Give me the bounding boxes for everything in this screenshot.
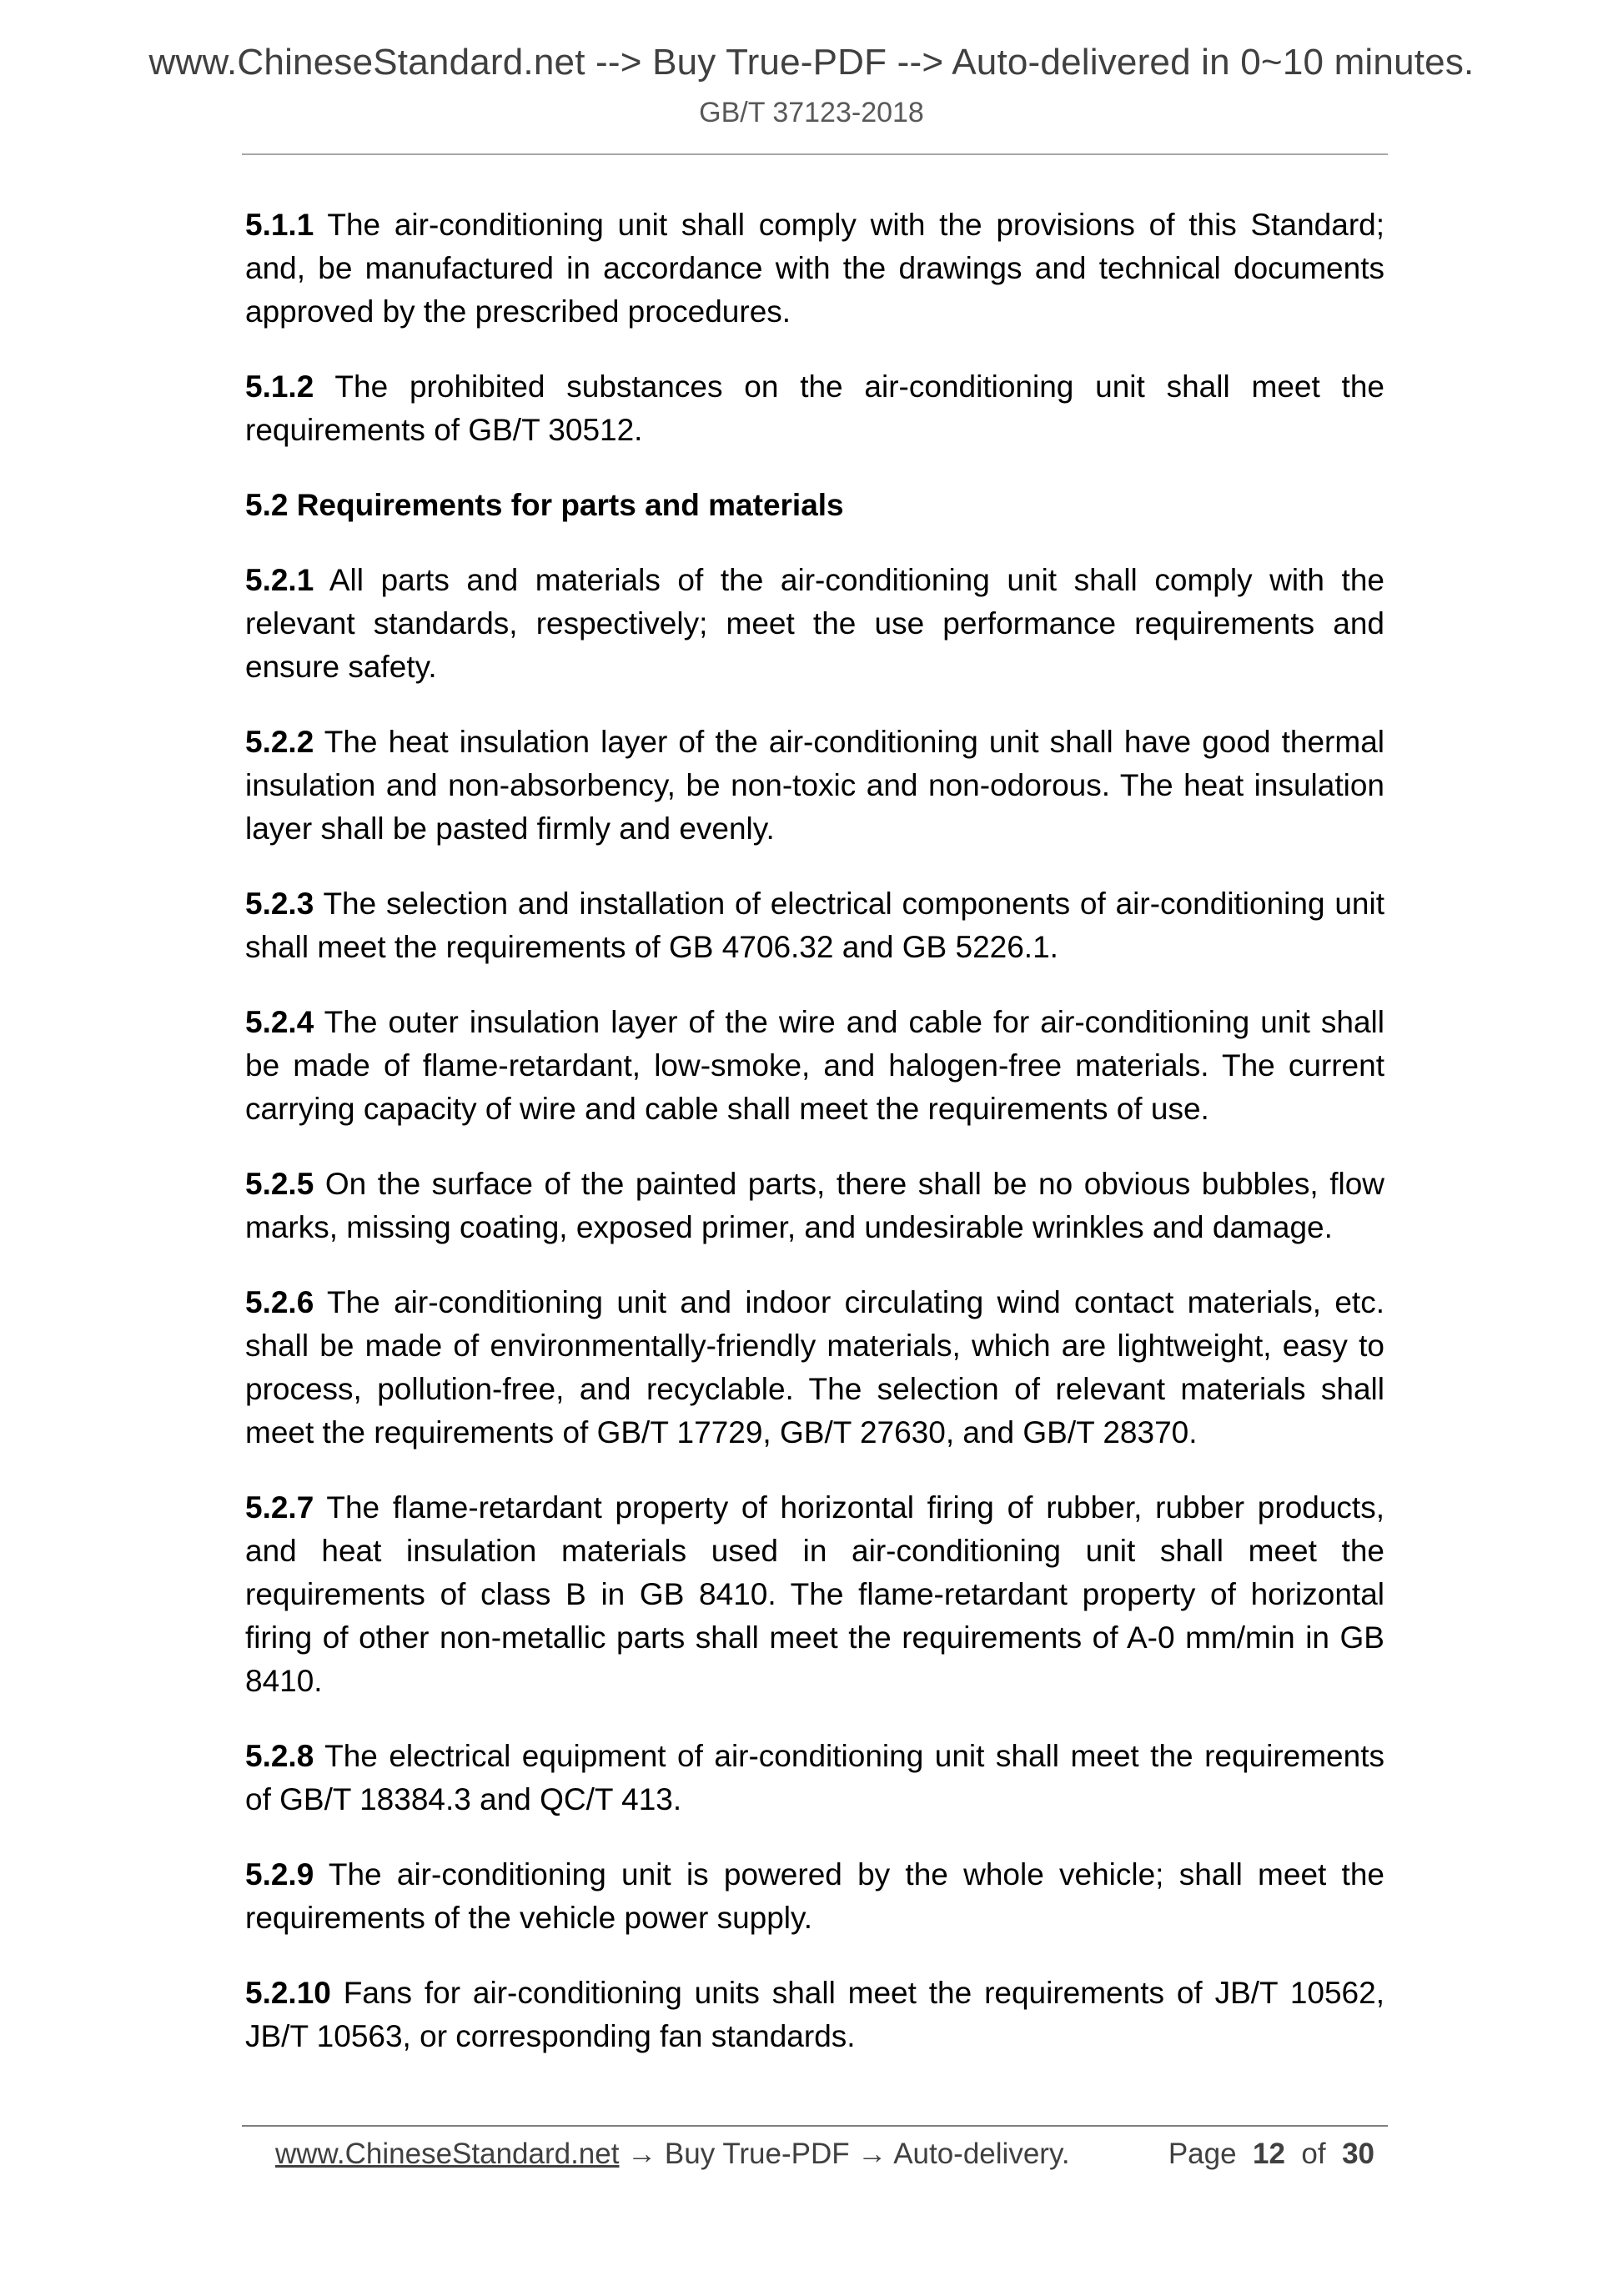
clause-number: 5.2.10 (245, 1976, 331, 2010)
clause-number: 5.2.2 (245, 725, 314, 759)
page-footer (275, 2133, 1384, 2175)
clause-5-2-10 (245, 1972, 1384, 2058)
clause-text: The heat insulation layer of the air-conditioning unit shall have good thermal insulation and non-absorbency, be non-toxic and non-odorous. The heat insulation layer shall be pasted firmly and evenly. (245, 725, 1384, 846)
clause-5-2-6 (245, 1281, 1384, 1454)
clause-5-2-7 (245, 1486, 1384, 1703)
clause-text: The flame-retardant property of horizontal firing of rubber, rubber products, and heat insulation materials used in air-conditioning unit shall meet the requirements of class B in GB 8410. The flame-retardant property of horizontal firing of other non-metallic parts shall meet the requirements of A-0 mm/min in GB 8410. (245, 1490, 1384, 1698)
clause-number: 5.1.2 (245, 369, 314, 404)
clause-5-2-1 (245, 559, 1384, 689)
clause-number: 5.2.6 (245, 1285, 314, 1319)
clause-number: 5.2.3 (245, 887, 314, 921)
footer-website-link[interactable]: www.ChineseStandard.net (275, 2138, 620, 2170)
clause-number: 5.2.9 (245, 1857, 314, 1892)
clause-number: 5.2.4 (245, 1005, 314, 1039)
document-body (245, 203, 1384, 2090)
clause-text: The air-conditioning unit is powered by the whole vehicle; shall meet the requirements of the vehicle power supply. (245, 1857, 1384, 1935)
clause-5-2-2 (245, 721, 1384, 851)
section-heading-5-2: 5.2 Requirements for parts and materials (245, 488, 844, 522)
clause-text: The air-conditioning unit shall comply with the provisions of this Standard; and, be manufactured in accordance with the drawings and technical documents approved by the prescribed procedures. (245, 208, 1384, 329)
arrow-right-icon: → (619, 2138, 665, 2170)
clause-number: 5.2.1 (245, 563, 314, 597)
clause-5-2-5 (245, 1163, 1384, 1249)
clause-text: The electrical equipment of air-conditioning unit shall meet the requirements of GB/T 18384.3 and QC/T 413. (245, 1739, 1384, 1816)
header-banner: www.ChineseStandard.net --> Buy True-PDF --> Auto-delivered in 0~10 minutes. (148, 42, 1475, 83)
clause-text: The outer insulation layer of the wire and cable for air-conditioning unit shall be made of flame-retardant, low-smoke, and halogen-free materials. The current carrying capacity of wire and cable shall meet the requirements of use. (245, 1005, 1384, 1126)
page-total: 30 (1342, 2138, 1374, 2170)
clause-5-2-8 (245, 1735, 1384, 1821)
clause-text: The selection and installation of electrical components of air-conditioning unit shall meet the requirements of GB 4706.32 and GB 5226.1. (245, 887, 1384, 964)
clause-number: 5.2.5 (245, 1167, 314, 1201)
page-current: 12 (1253, 2138, 1285, 2170)
clause-number: 5.2.7 (245, 1490, 314, 1525)
footer-divider (242, 2125, 1388, 2127)
clause-5-2-4 (245, 1001, 1384, 1131)
footer-promo (275, 2133, 1070, 2175)
clause-5-2-9 (245, 1853, 1384, 1940)
clause-text: The air-conditioning unit and indoor circulating wind contact materials, etc. shall be made of environmentally-friendly materials, which are lightweight, easy to process, pollution-free, and recyclable. The selection of relevant materials shall meet the requirements of GB/T 17729, GB/T 27630, and GB/T 28370. (245, 1285, 1384, 1449)
clause-text: The prohibited substances on the air-conditioning unit shall meet the requirements of GB/T 30512. (245, 369, 1384, 447)
page-label: Page (1168, 2138, 1237, 2170)
clause-text: On the surface of the painted parts, there shall be no obvious bubbles, flow marks, missing coating, exposed primer, and undesirable wrinkles and damage. (245, 1167, 1384, 1244)
footer-buy-text: Buy True-PDF (664, 2138, 850, 2170)
footer-delivery-text: Auto-delivery. (893, 2138, 1070, 2170)
clause-5-2-3 (245, 882, 1384, 969)
standard-number: GB/T 37123-2018 (699, 97, 924, 128)
arrow-right-icon: → (849, 2138, 894, 2170)
clause-text: All parts and materials of the air-conditioning unit shall comply with the relevant standards, respectively; meet the use performance requirements and ensure safety. (245, 563, 1384, 684)
page-of-label: of (1301, 2138, 1326, 2170)
clause-5-1-2 (245, 365, 1384, 452)
clause-number: 5.2.8 (245, 1739, 314, 1773)
page-indicator (1168, 2133, 1374, 2175)
header-divider (242, 153, 1388, 155)
clause-5-1-1 (245, 203, 1384, 334)
clause-text: Fans for air-conditioning units shall meet the requirements of JB/T 10562, JB/T 10563, or corresponding fan standards. (245, 1976, 1384, 2053)
clause-number: 5.1.1 (245, 208, 314, 242)
